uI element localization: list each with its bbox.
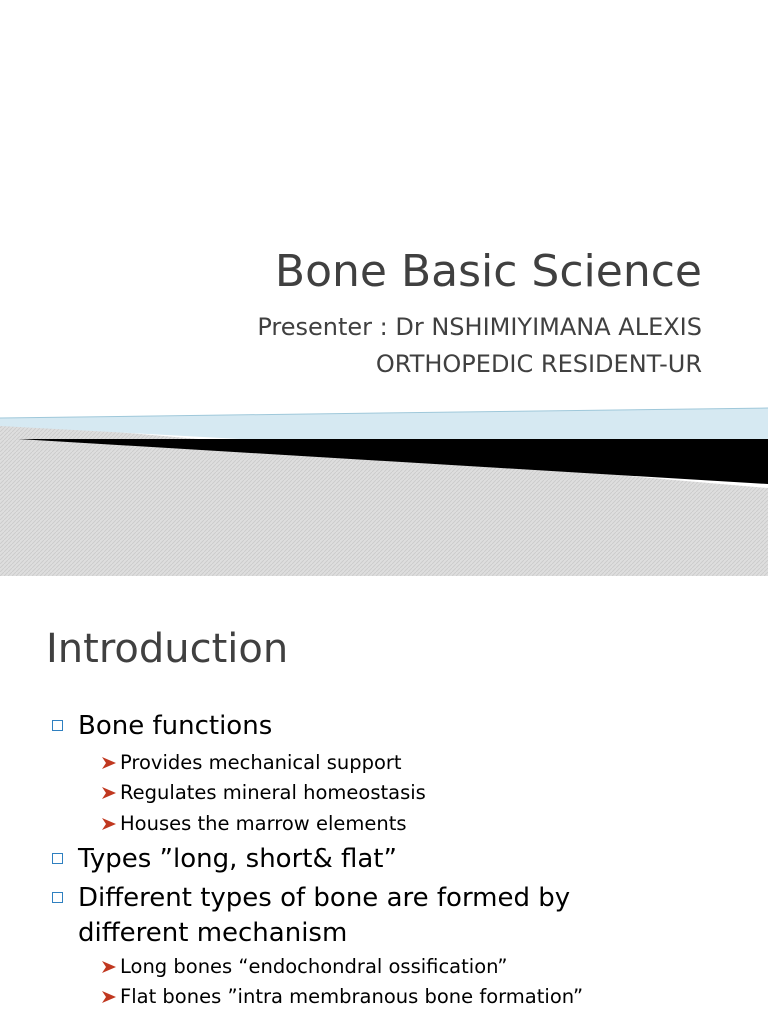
arrow-bullet-icon [101,755,117,771]
sub-bullet: Long bones “endochondral ossification” [101,953,761,981]
square-bullet-icon [52,720,63,731]
decorative-banner [0,396,768,576]
slide-title: Bone Basic Science [274,246,702,297]
square-bullet-icon [52,892,63,903]
arrow-bullet-icon [101,959,117,975]
square-bullet-icon [52,853,63,864]
arrow-bullet-icon [101,989,117,1005]
bullet-bone-functions: Bone functions [52,709,752,744]
arrow-bullet-icon [101,816,117,832]
sub-bullet: Provides mechanical support [101,749,761,777]
presenter-line: Presenter : Dr NSHIMIYIMANA ALEXIS [257,313,702,341]
introduction-slide [0,576,768,1024]
affiliation-line: ORTHOPEDIC RESIDENT-UR [375,350,702,378]
sub-bullet: Regulates mineral homeostasis [101,779,761,807]
arrow-bullet-icon [101,785,117,801]
bullet-types: Types ”long, short& flat” [52,842,752,877]
bullet-bone-formation: Different types of bone are formed by different mechanism [52,881,652,951]
intro-title: Introduction [46,626,289,672]
sub-bullet: Houses the marrow elements [101,810,761,838]
sub-bullet: Flat bones ”intra membranous bone formation” [101,983,761,1011]
